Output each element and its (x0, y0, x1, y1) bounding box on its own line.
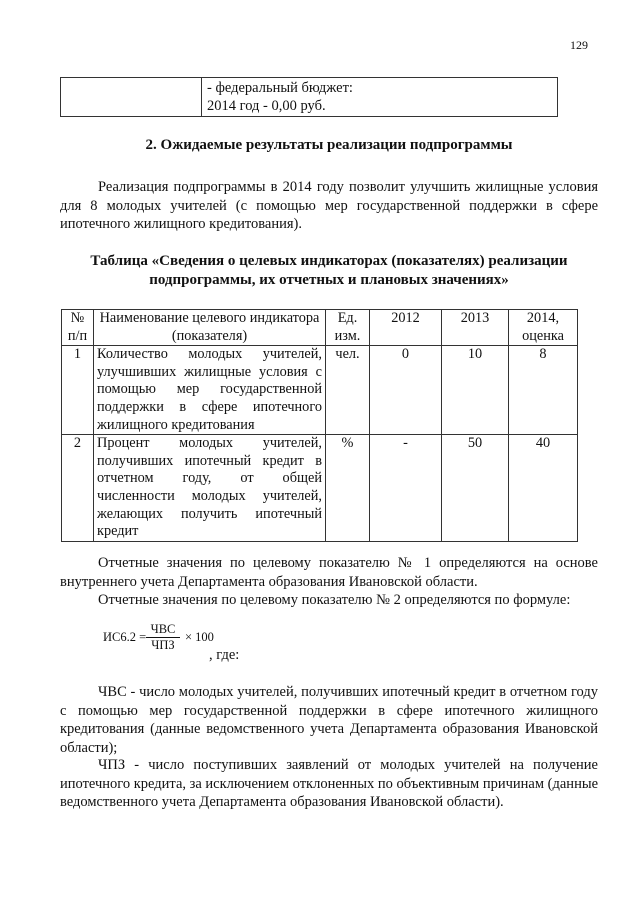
note-indicator-1: Отчетные значения по целевому показателю № 1 определяются на основе внутреннего учета Департамента образования Ивановской области. (60, 555, 598, 590)
budget-table-empty-cell (61, 78, 202, 117)
budget-table-cell (202, 78, 558, 117)
table-title-line-1: Таблица «Сведения о целевых индикаторах (показателях) реализации (90, 253, 568, 269)
row-number: 1 (62, 346, 94, 435)
header-unit: Ед. изм. (326, 310, 370, 346)
row-value-2012: - (370, 435, 442, 542)
row-unit: % (326, 435, 370, 542)
formula-numerator: ЧВС (146, 622, 180, 638)
table-title (60, 252, 598, 289)
section-title: 2. Ожидаемые результаты реализации подпрограммы (145, 137, 513, 153)
row-indicator-name: Процент молодых учителей, получивших ипотечный кредит в отчетном году, от общей численности молодых учителей, желающих получить ипотечный кредит (94, 435, 326, 542)
row-value-2012: 0 (370, 346, 442, 435)
section-intro: Реализация подпрограммы в 2014 году позволит улучшить жилищные условия для 8 молодых учителей (с помощью мер государственной поддержки в сфере ипотечного жилищного кредитования). (60, 179, 598, 232)
definition-chpz: ЧПЗ - число поступивших заявлений от молодых учителей на получение ипотечного кредита, за исключением отклоненных по объективным причинам (данные ведомственного учета Департамента образования Ивановской области). (60, 757, 599, 810)
row-unit: чел. (326, 346, 370, 435)
row-value-2014: 40 (509, 435, 578, 542)
note-indicator-2: Отчетные значения по целевому показателю № 2 определяются по формуле: (98, 592, 571, 608)
budget-2014-value: 2014 год - 0,00 руб. (207, 98, 326, 114)
formula-lhs: ИС6.2 = (103, 630, 147, 644)
budget-federal-label: - федеральный бюджет: (207, 80, 353, 96)
indicator-table (61, 309, 578, 542)
header-indicator-name: Наименование целевого индикатора (показателя) (94, 310, 326, 346)
row-indicator-name: Количество молодых учителей, улучшивших жилищные условия с помощью мер государственной поддержки в сфере ипотечного жилищного кредитования (94, 346, 326, 435)
formula-denominator: ЧПЗ (151, 638, 175, 652)
row-number: 2 (62, 435, 94, 542)
formula (103, 621, 243, 661)
table-row (62, 435, 578, 542)
formula-suffix: , где: (209, 647, 240, 663)
formula-fraction (146, 622, 180, 653)
header-2013: 2013 (442, 310, 509, 346)
table-title-line-2: подпрограммы, их отчетных и плановых значениях» (149, 271, 509, 288)
row-value-2013: 50 (442, 435, 509, 542)
indicator-table-header-row (62, 310, 578, 346)
header-2012: 2012 (370, 310, 442, 346)
row-value-2013: 10 (442, 346, 509, 435)
formula-multiplier: × 100 (185, 630, 214, 644)
table-row (62, 346, 578, 435)
page-number: 129 (570, 38, 588, 52)
header-number: № п/п (62, 310, 94, 346)
row-value-2014: 8 (509, 346, 578, 435)
header-2014: 2014, оценка (509, 310, 578, 346)
definition-chvs: ЧВС - число молодых учителей, получивших ипотечный кредит в отчетном году с помощью мер государственной поддержки в сфере ипотечного жилищного кредитования (данные ведомственного учета Департамента образования Ивановской области); (60, 684, 598, 756)
budget-table (60, 77, 558, 117)
